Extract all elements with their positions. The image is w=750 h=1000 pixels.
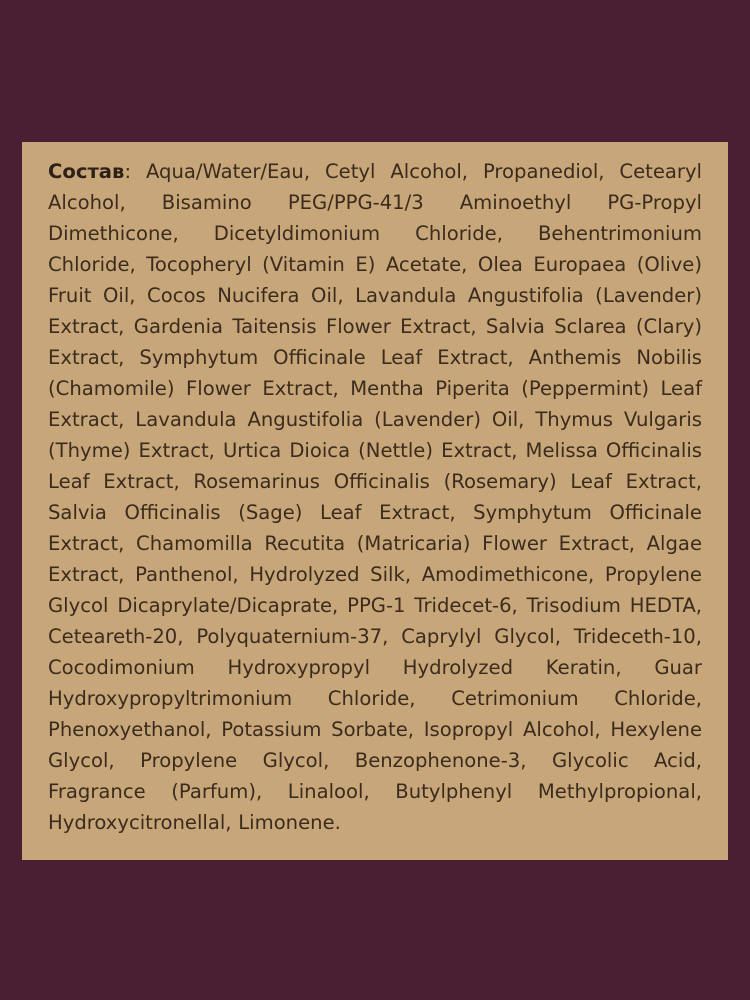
ingredients-separator: : <box>124 160 146 183</box>
ingredients-paragraph <box>48 156 702 838</box>
ingredients-list: Aqua/Water/Eau, Cetyl Alcohol, Propanediol, Cetearyl Alcohol, Bisamino PEG/PPG-41/3 Aminoethyl PG-Propyl Dimethicone, Dicetyldimonium Chloride, Behentrimonium Chloride, Tocopheryl (Vitamin E) Acetate, Olea Europaea (Olive) Fruit Oil, Cocos Nucifera Oil, Lavandula Angustifolia (Lavender) Extract, Gardenia Taitensis Flower Extract, Salvia Sclarea (Clary) Extract, Symphytum Officinale Leaf Extract, Anthemis Nobilis (Chamomile) Flower Extract, Mentha Piperita (Peppermint) Leaf Extract, Lavandula Angustifolia (Lavender) Oil, Thymus Vulgaris (Thyme) Extract, Urtica Dioica (Nettle) Extract, Melissa Officinalis Leaf Extract, Rosemarinus Officinalis (Rosemary) Leaf Extract, Salvia Officinalis (Sage) Leaf Extract, Symphytum Officinale Extract, Chamomilla Recutita (Matricaria) Flower Extract, Algae Extract, Panthenol, Hydrolyzed Silk, Amodimethicone, Propylene Glycol Dicaprylate/Dicaprate, PPG-1 Tridecet-6, Trisodium HEDTA, Ceteareth-20, Polyquaternium-37, Caprylyl Glycol, Trideceth-10, Cocodimonium Hydroxypropyl Hydrolyzed Keratin, Guar Hydroxypropyltrimonium Chloride, Cetrimonium Chloride, Phenoxyethanol, Potassium Sorbate, Isopropyl Alcohol, Hexylene Glycol, Propylene Glycol, Benzophenone-3, Glycolic Acid, Fragrance (Parfum), Linalool, Butylphenyl Methylpropional, Hydroxycitronellal, Limonene. <box>48 160 702 834</box>
ingredients-label: Состав <box>48 160 125 183</box>
ingredients-panel <box>22 142 728 860</box>
